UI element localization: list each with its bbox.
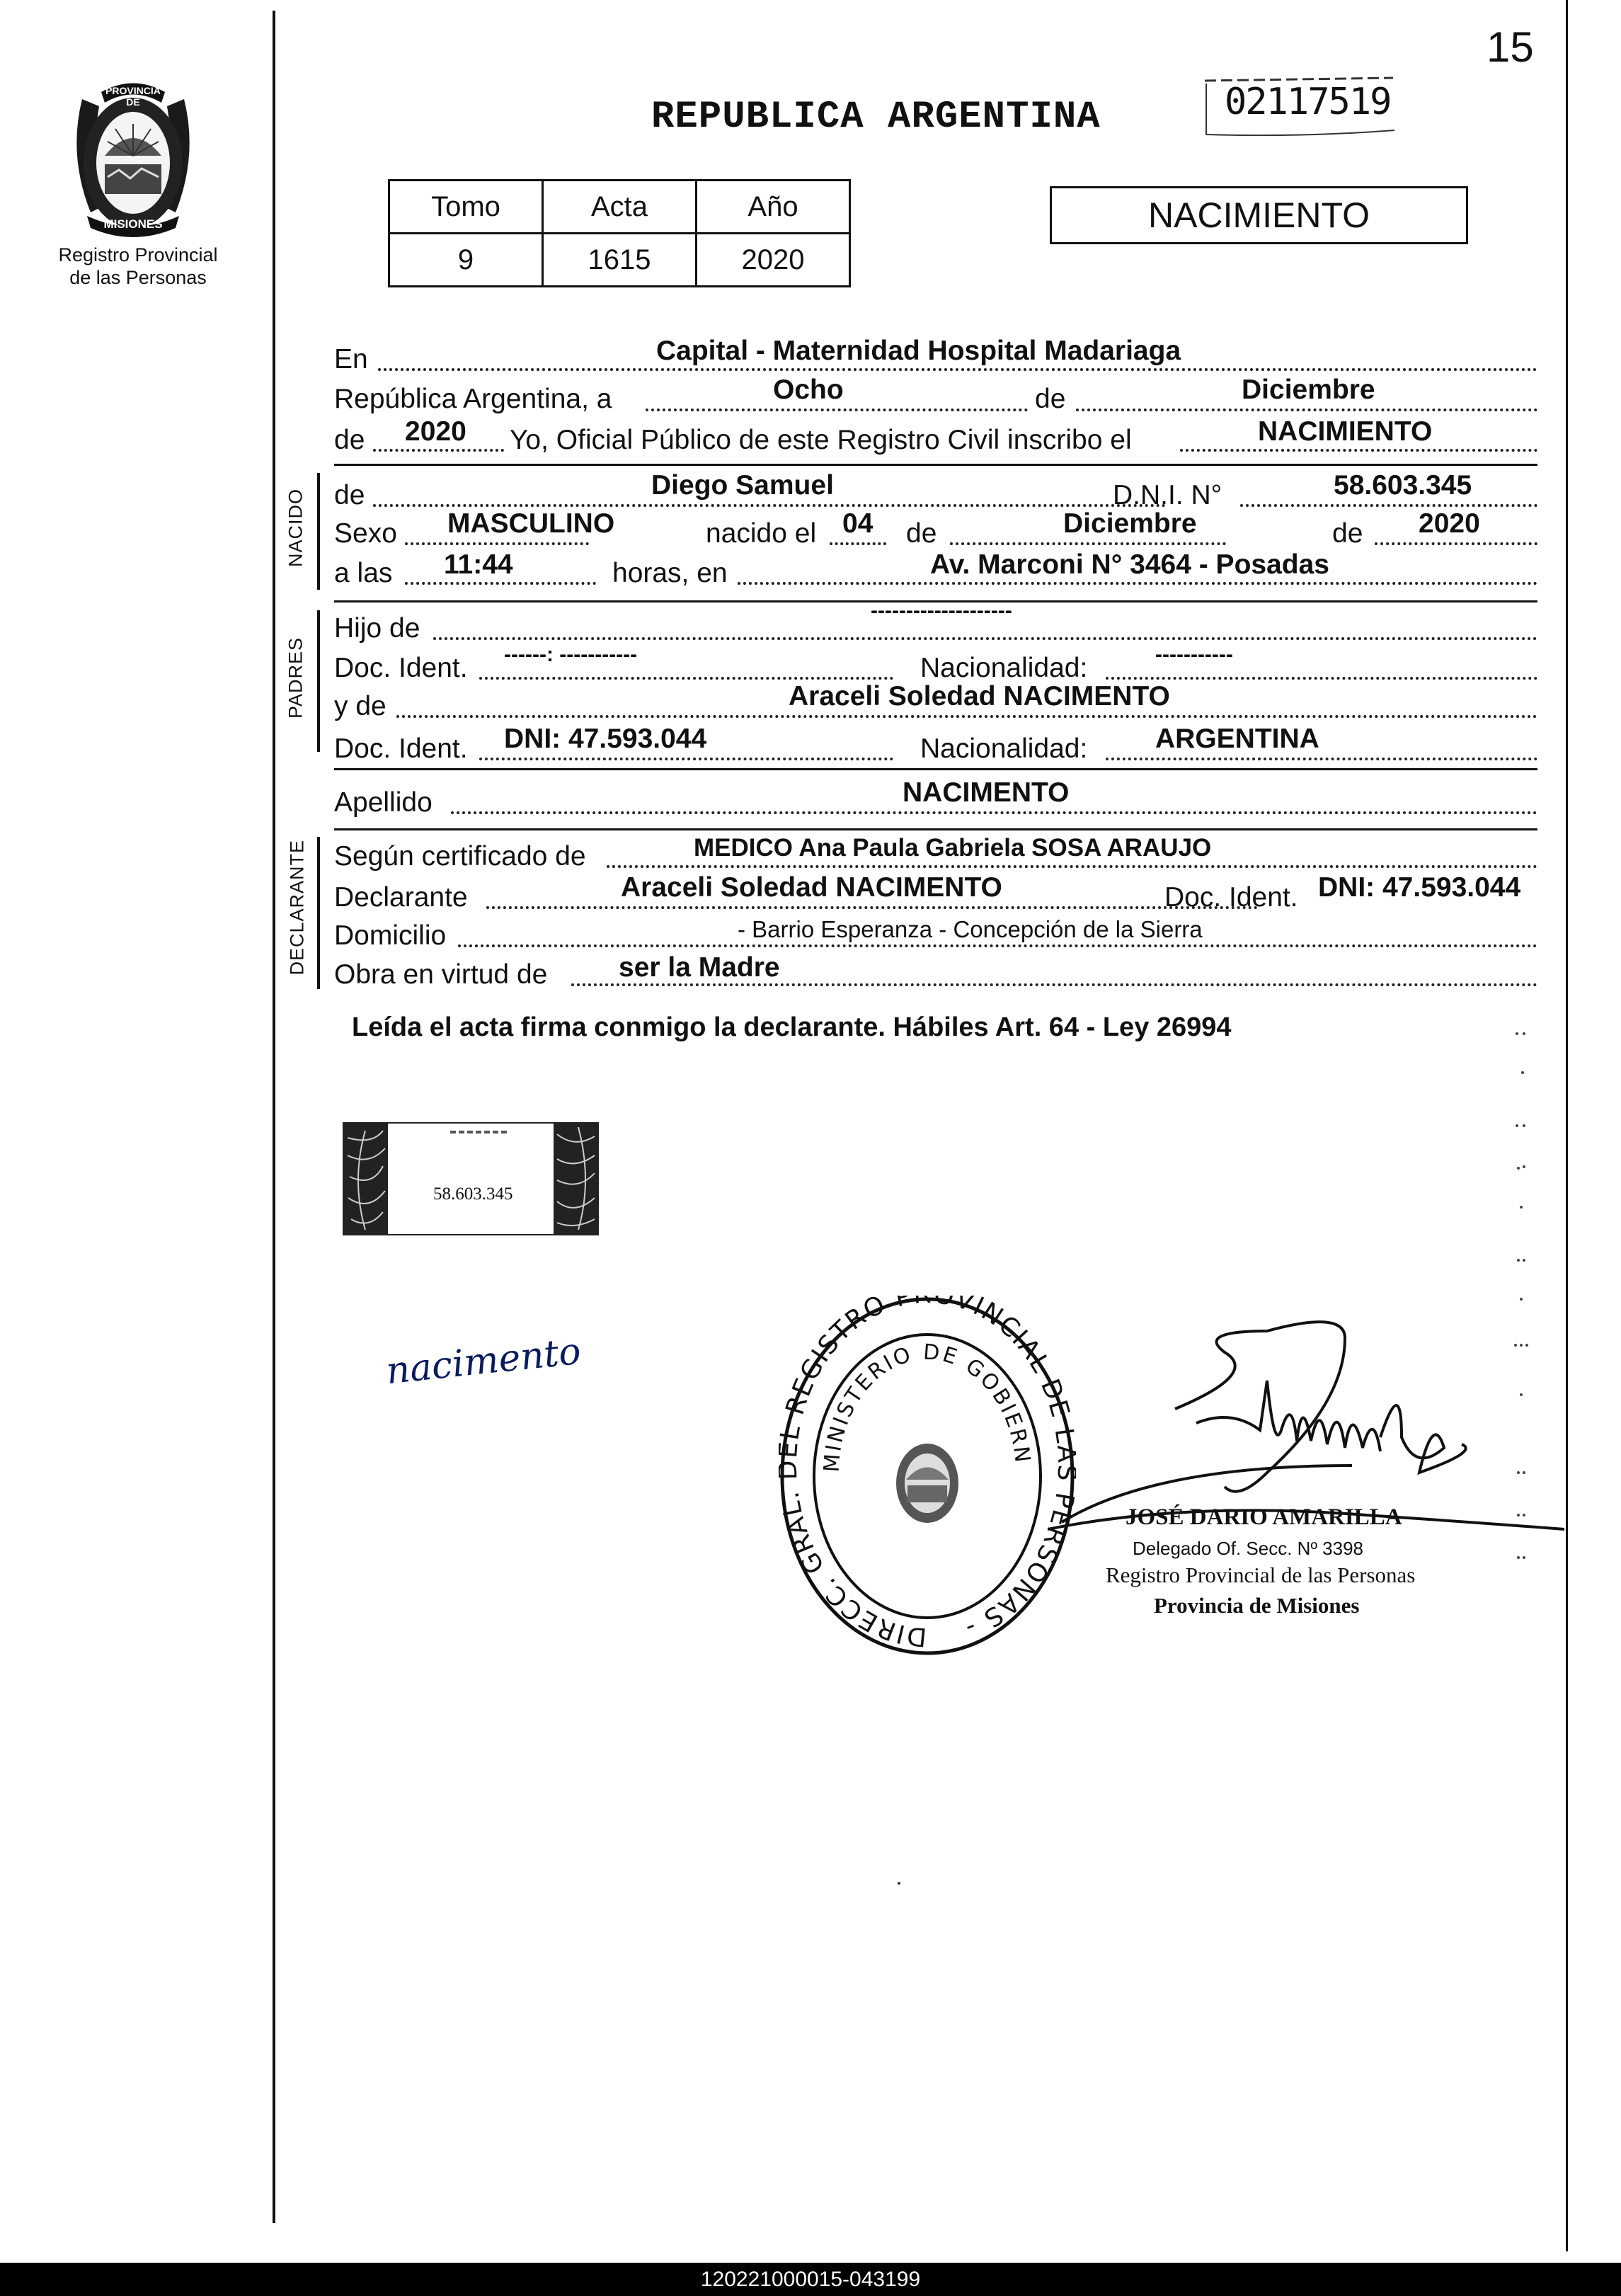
dotted-line bbox=[1076, 409, 1537, 411]
record-table bbox=[388, 179, 851, 287]
field-birth-day: 04 bbox=[842, 508, 873, 539]
label-a-las: a las bbox=[334, 558, 393, 588]
record-table-header: Acta bbox=[543, 181, 697, 234]
dotted-line bbox=[1106, 758, 1537, 760]
fingerprint-left-icon bbox=[344, 1124, 388, 1234]
label-declarante: Declarante bbox=[334, 882, 468, 913]
dotted-line bbox=[486, 906, 1258, 909]
official-seal-icon bbox=[779, 1296, 1076, 1664]
field-mother-doc: DNI: 47.593.044 bbox=[504, 724, 707, 754]
dotted-line bbox=[479, 677, 893, 680]
footer-bar bbox=[0, 2263, 1621, 2296]
dotted-line bbox=[1106, 677, 1537, 680]
dotted-line bbox=[1180, 449, 1537, 452]
field-declarant-doc: DNI: 47.593.044 bbox=[1318, 872, 1521, 903]
label-hijo-de: Hijo de bbox=[334, 613, 420, 644]
row-certificate bbox=[334, 833, 1537, 875]
field-day-words: Ocho bbox=[773, 375, 844, 405]
dotted-line bbox=[458, 944, 1537, 947]
label-sexo: Sexo bbox=[334, 518, 397, 549]
field-act-type: NACIMIENTO bbox=[1258, 416, 1433, 447]
label-oficial: Yo, Oficial Público de este Registro Civil inscribo el bbox=[510, 425, 1132, 455]
dotted-line bbox=[451, 811, 1537, 814]
row-father bbox=[334, 599, 1537, 649]
province-crest bbox=[62, 71, 204, 241]
dotted-line bbox=[396, 715, 1537, 718]
field-mother-nationality: ARGENTINA bbox=[1155, 724, 1319, 754]
crest-bottom-text: MISIONES bbox=[103, 217, 163, 231]
left-margin-line bbox=[273, 11, 275, 2223]
section-bar-declarante bbox=[317, 837, 320, 989]
label-nacionalidad: Nacionalidad: bbox=[920, 733, 1088, 764]
official-name: JOSÉ DARIO AMARILLA bbox=[1125, 1504, 1402, 1530]
label-birth-de2: de bbox=[1332, 518, 1363, 549]
fingerprint-box bbox=[343, 1122, 599, 1235]
row-address bbox=[334, 913, 1537, 956]
dotted-line bbox=[405, 542, 589, 545]
label-domicilio: Domicilio bbox=[334, 920, 447, 951]
row-registration bbox=[334, 416, 1537, 459]
label-republica: República Argentina, a bbox=[334, 384, 612, 414]
label-dni: D.N.I. N° bbox=[1113, 480, 1222, 510]
label-de-name: de bbox=[334, 480, 365, 510]
field-father-doc: ------: ----------- bbox=[504, 643, 638, 666]
field-declarant-address: - Barrio Esperanza - Concepción de la Sierra bbox=[738, 916, 1203, 942]
dotted-line bbox=[433, 637, 1537, 640]
dotted-line bbox=[950, 542, 1226, 545]
dotted-line bbox=[479, 758, 893, 760]
field-place: Capital - Maternidad Hospital Madariaga bbox=[656, 336, 1181, 366]
section-label-declarante: DECLARANTE bbox=[286, 839, 308, 976]
field-birth-address: Av. Marconi N° 3464 - Posadas bbox=[930, 549, 1329, 580]
field-year: 2020 bbox=[405, 416, 466, 447]
row-capacity bbox=[334, 952, 1537, 995]
dotted-line bbox=[373, 504, 1166, 507]
registry-name-line1: Registro Provincial bbox=[58, 244, 218, 265]
record-table-cell-acta: 1615 bbox=[543, 234, 697, 287]
field-time: 11:44 bbox=[444, 549, 513, 580]
official-seal bbox=[779, 1296, 1076, 1664]
field-father-nationality: ----------- bbox=[1155, 643, 1233, 666]
registry-name-line2: de las Personas bbox=[69, 267, 207, 288]
dotted-line bbox=[1240, 504, 1537, 507]
right-margin-line bbox=[1566, 0, 1568, 2251]
closing-statement: Leída el acta firma conmigo la declarante. Hábiles Art. 64 - Ley 26994 bbox=[352, 1012, 1232, 1042]
label-declarant-doc: Doc. Ident. bbox=[1164, 882, 1298, 913]
section-label-nacido: NACIDO bbox=[285, 489, 307, 568]
field-birth-year: 2020 bbox=[1419, 508, 1480, 539]
dotted-line bbox=[373, 449, 504, 452]
section-divider bbox=[334, 768, 1537, 770]
section-divider bbox=[334, 828, 1537, 830]
field-surname: NACIMENTO bbox=[903, 777, 1070, 808]
label-apellido: Apellido bbox=[334, 787, 433, 818]
dotted-line bbox=[830, 542, 886, 545]
dotted-line bbox=[378, 368, 1537, 371]
label-horas: horas, en bbox=[612, 558, 728, 588]
record-table-value-row bbox=[389, 234, 850, 287]
record-table-header: Tomo bbox=[389, 181, 543, 234]
dotted-line bbox=[1375, 542, 1537, 545]
field-name: Diego Samuel bbox=[651, 470, 834, 501]
row-mother bbox=[334, 681, 1537, 724]
label-doc-ident: Doc. Ident. bbox=[334, 653, 468, 683]
record-table-header: Año bbox=[697, 181, 850, 234]
field-capacity: ser la Madre bbox=[619, 952, 780, 983]
label-nacido-el: nacido el bbox=[706, 518, 817, 549]
label-birth-de1: de bbox=[906, 518, 937, 549]
dotted-line bbox=[607, 865, 1537, 868]
label-de-year: de bbox=[334, 425, 365, 455]
label-obra: Obra en virtud de bbox=[334, 959, 548, 990]
fingerprint-dashes bbox=[450, 1131, 507, 1133]
label-doc-ident: Doc. Ident. bbox=[334, 733, 468, 764]
record-type-box bbox=[1050, 186, 1468, 244]
row-date-words bbox=[334, 375, 1537, 417]
field-birth-month: Diciembre bbox=[1063, 508, 1197, 539]
official-office: Registro Provincial de las Personas bbox=[1106, 1563, 1416, 1587]
page-number: 15 bbox=[1487, 23, 1534, 71]
label-nacionalidad: Nacionalidad: bbox=[920, 653, 1088, 683]
dotted-line bbox=[646, 409, 1028, 411]
dotted-line bbox=[571, 983, 1537, 986]
field-certificate: MEDICO Ana Paula Gabriela SOSA ARAUJO bbox=[694, 834, 1212, 862]
footer-code: 120221000015-043199 bbox=[700, 2268, 921, 2291]
field-dni: 58.603.345 bbox=[1334, 470, 1472, 501]
declarant-signature: nacimento bbox=[384, 1330, 583, 1393]
row-sex-birth bbox=[334, 508, 1537, 551]
serial-number: 02117519 bbox=[1225, 81, 1391, 123]
field-mother: Araceli Soledad NACIMENTO bbox=[789, 681, 1170, 712]
field-declarant: Araceli Soledad NACIMENTO bbox=[621, 872, 1002, 903]
crest-top-text: PROVINCIA DE bbox=[105, 85, 161, 108]
official-title: Delegado Of. Secc. Nº 3398 bbox=[1133, 1538, 1364, 1559]
label-certificado: Según certificado de bbox=[334, 841, 586, 872]
section-label-padres: PADRES bbox=[285, 636, 307, 719]
row-surname bbox=[334, 777, 1537, 820]
stray-dot bbox=[898, 1882, 900, 1885]
row-mother-doc bbox=[334, 724, 1537, 766]
label-y-de: y de bbox=[334, 691, 386, 721]
official-province: Provincia de Misiones bbox=[1154, 1593, 1360, 1618]
seal-outer-text: DIRECC. GRAL REGISTRO P OVINCIAL DE ERSONAS - bbox=[779, 1296, 1076, 1652]
document-title: REPUBLICA ARGENTINA bbox=[651, 96, 1101, 139]
fingerprint-dni: 58.603.345 bbox=[433, 1184, 513, 1204]
serial-number-box bbox=[1203, 65, 1396, 136]
section-divider bbox=[334, 464, 1537, 466]
record-type: NACIMIENTO bbox=[1148, 195, 1370, 235]
record-table-cell-tomo: 9 bbox=[389, 234, 543, 287]
section-bar-padres bbox=[317, 610, 320, 752]
record-table-header-row bbox=[389, 181, 850, 234]
row-place bbox=[334, 336, 1537, 378]
section-bar-nacido bbox=[317, 473, 320, 590]
row-declarant bbox=[334, 872, 1537, 915]
row-time-place bbox=[334, 549, 1537, 592]
field-month: Diciembre bbox=[1242, 375, 1375, 405]
seal-inner-text: MINISTERIO DE GOBIERN bbox=[819, 1340, 1035, 1473]
label-de: de bbox=[1035, 384, 1066, 414]
field-father: -------------------- bbox=[871, 599, 1012, 622]
label-en: En bbox=[334, 344, 368, 375]
record-table-cell-anio: 2020 bbox=[697, 234, 850, 287]
dotted-line bbox=[405, 582, 596, 585]
dotted-line bbox=[738, 582, 1537, 585]
row-name bbox=[334, 467, 1537, 510]
field-sexo: MASCULINO bbox=[447, 508, 615, 539]
fingerprint-right-icon bbox=[554, 1124, 597, 1234]
